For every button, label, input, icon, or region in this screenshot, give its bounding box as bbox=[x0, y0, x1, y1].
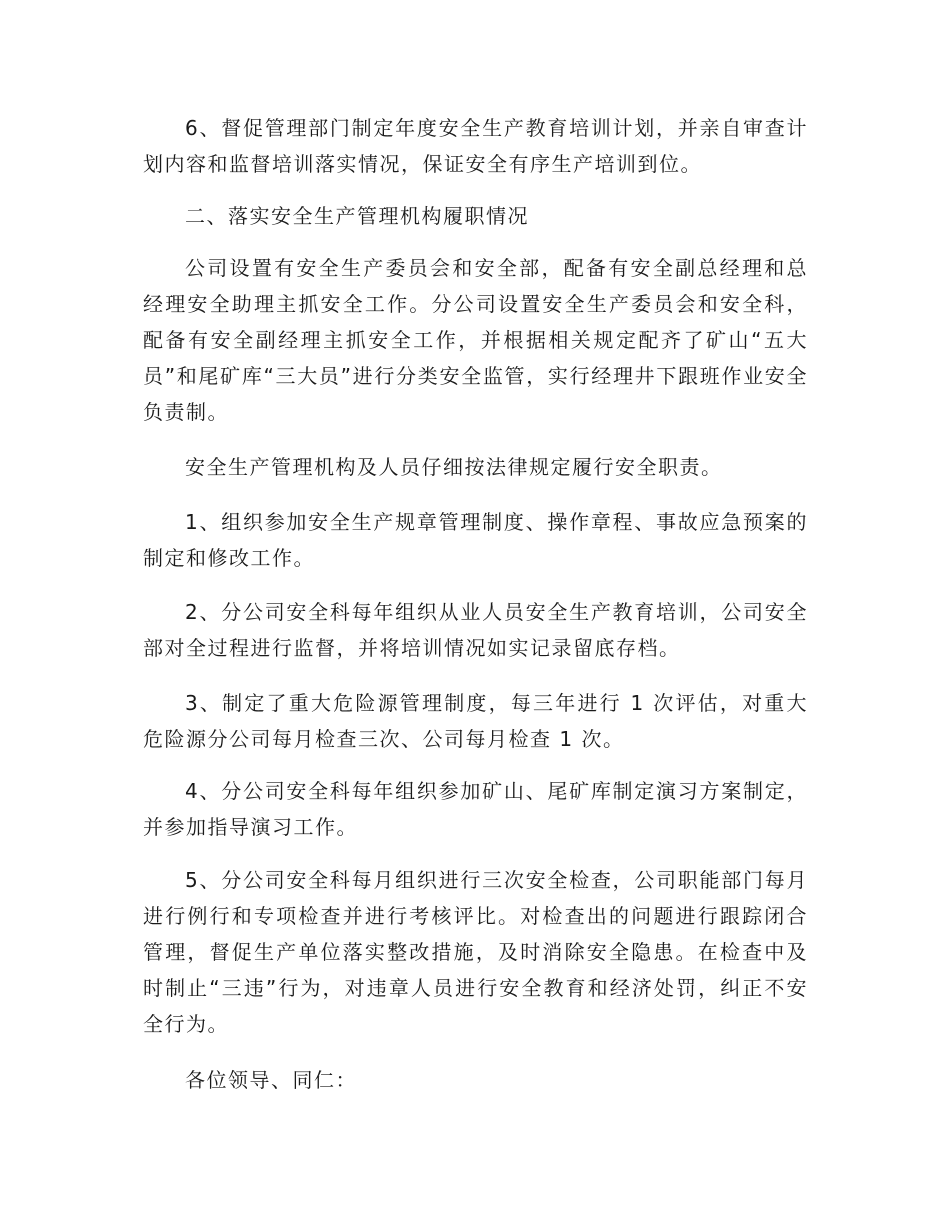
paragraph-safety-organization: 公司设置有安全生产委员会和安全部，配备有安全副总经理和总经理安全助理主抓安全工作。分公司设置安全生产委员会和安全科，配备有安全副经理主抓安全工作，并根据相关规定配齐了矿山“五大员”和尾矿库“三大员”进行分类安全监管，实行经理井下跟班作业安全负责制。 bbox=[143, 256, 808, 424]
paragraph-item-4: 4、分公司安全科每年组织参加矿山、尾矿库制定演习方案制定，并参加指导演习工作。 bbox=[143, 779, 808, 839]
paragraph-item-3: 3、制定了重大危险源管理制度，每三年进行 1 次评估，对重大危险源分公司每月检查三次、公司每月检查 1 次。 bbox=[143, 691, 808, 751]
paragraph-item-6-training-plan: 6、督促管理部门制定年度安全生产教育培训计划，并亲自审查计划内容和监督培训落实情况，保证安全有序生产培训到位。 bbox=[143, 116, 808, 176]
paragraph-duties-intro: 安全生产管理机构及人员仔细按法律规定履行安全职责。 bbox=[185, 455, 723, 479]
section-heading-2: 二、落实安全生产管理机构履职情况 bbox=[185, 204, 529, 228]
paragraph-item-2: 2、分公司安全科每年组织从业人员安全生产教育培训，公司安全部对全过程进行监督，并将培训情况如实记录留底存档。 bbox=[143, 600, 808, 660]
paragraph-item-1: 1、组织参加安全生产规章管理制度、操作章程、事故应急预案的制定和修改工作。 bbox=[143, 510, 808, 570]
paragraph-item-5: 5、分公司安全科每月组织进行三次安全检查，公司职能部门每月进行例行和专项检查并进行考核评比。对检查出的问题进行跟踪闭合管理，督促生产单位落实整改措施，及时消除安全隐患。在检查中及时制止“三违”行为，对违章人员进行安全教育和经济处罚，纠正不安全行为。 bbox=[143, 868, 808, 1036]
paragraph-salutation: 各位领导、同仁： bbox=[185, 1068, 357, 1092]
